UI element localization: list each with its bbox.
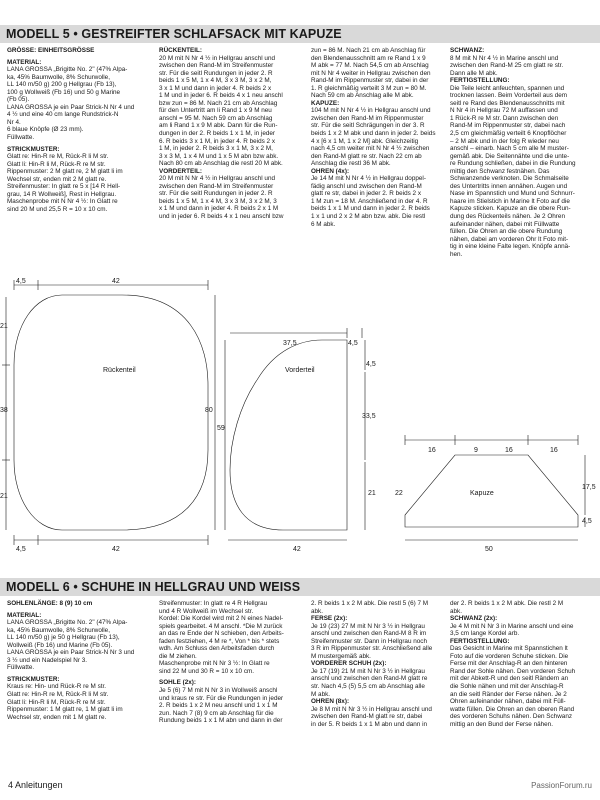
text-line: Anschlag die restl 36 M abk. [311,160,391,168]
text-line: Rippenmuster: 1 M glatt re, 1 M glatt li im [7,706,123,714]
text-line: 2,5 cm gleichmäßig verteilt 6 Knopflöcher [450,130,567,138]
text-line: M abk = 77 M. Nach 54,5 cm ab Anschlag [311,62,429,70]
dim-back-inner: 59 [217,425,225,432]
dim-front-bottom-width: 42 [293,546,301,553]
dim-front-right-mid: 33,5 [362,413,376,420]
text-line: 3 x 3 M, 1 x 4 M und 1 x 5 M abn bzw abk. [159,152,279,160]
text-line: seitl re Rand des Blendenausschnitts mit [450,99,565,107]
text-line: 1. R gleichmäßig verteilt 3 M zun = 80 M. [311,84,427,92]
text-line: beids 1 x 1 M und dann in jeder 2. R beids [311,205,430,213]
dim-back-side-bottom: 21 [0,493,8,500]
dim-front-top-width: 37,5 [283,340,297,347]
text-line: und kraus re str. Für die Rundungen in jeder [159,694,284,702]
text-line: 1 Rück-R re M str. Dann zwischen den [450,114,559,122]
section-heading: FERSE (2x): [311,615,348,623]
page-footer [8,780,63,790]
text-line: füllen. Die Ohren an die obere Rundung [450,228,563,236]
text-line: anschl – einarb. Nach 5 cm alle M muster- [450,145,569,153]
text-line: sind 22 M und 30 R = 10 x 10 cm. [159,667,255,675]
section-heading: FERTIGSTELLUNG: [450,77,510,85]
text-line: zun = 86 M. Nach 21 cm ab Anschlag für [311,47,426,54]
section-heading: VORDERTEIL: [159,167,202,175]
section-heading: RÜCKENTEIL: [159,47,202,54]
section-heading: GRÖSSE: EINHEITSGRÖSSE [7,47,95,54]
hood-label: Kapuze [470,490,494,497]
text-line: beids 1 x 5 M, 1 x 4 M, 3 x 3 M, 3 x 2 M, [159,77,272,85]
text-line: und in jeder 6. R beids 4 x 1 neu anschl bzw [159,213,284,221]
back-piece-label: Rückenteil [103,367,136,374]
dim-back-height: 80 [205,407,213,414]
text-line: die Sohle nähen und mit der Anschlag-R [450,683,564,691]
text-line: spiels gearbeitet. 4 M anschl. *Die M zurück [159,622,283,630]
text-line: N Nr 4 in Hellgrau 72 M auffassen und [450,107,558,115]
text-line: re Rundung schließen, dabei in die Rundung [450,160,576,168]
section-heading: SOHLENLÄNGE: 8 (9) 10 cm [7,600,93,607]
dim-hood-bottom: 50 [485,546,493,553]
text-line: dung des Rückenteils nähen. Je 2 Ohren [450,213,565,221]
text-line: Rand-M im Rippenmuster str, dabei nach [450,122,566,130]
section-title: MODELL 6 • SCHUHE IN HELLGRAU UND WEISS [6,580,301,594]
text-line: Nase im Spannstich und Mund und Schnurr- [450,190,575,198]
text-line: str. Für die seitl Rundungen in jeder 2. R [159,190,273,198]
text-line: 1 M und in jeder 6. R beids 4 x 1 neu anschl [159,92,283,100]
text-line: zwischen den Rand-M glatt re str, dabei [311,713,423,721]
section-heading: SOHLE (2x): [159,679,197,687]
text-line: Kraus re: Hin- und Rück-R re M str. [7,683,107,691]
dim-front-right-bottom: 21 [368,490,376,497]
text-line: hen. [450,250,463,258]
text-line: Glatt li: Hin-R li M, Rück-R re M str. [7,698,106,706]
text-column-4 [450,600,595,728]
section-heading: OHREN (4x): [311,167,350,175]
text-line: wdh. Am Schluss den Arbeitsfaden durch [159,645,275,653]
dim-front-top-right: 4,5 [348,340,358,347]
text-line: watte füllen. Die Ohren an den oberen Rand [450,705,575,713]
text-line: 20 M mit N Nr 4 ½ in Hellgrau anschl und [159,54,275,62]
dim-back-bottom-left: 4,5 [16,546,26,553]
text-column-1 [7,600,147,721]
text-line: den Rand-M glatt re str. Nach 22 cm ab [311,152,422,160]
text-column-2 [159,600,299,725]
text-line: der 2. R beids 1 x 2 M abk. Die restl 2 M [450,600,564,607]
text-line: str. Für die seitl Schrägungen in der 3. R [311,122,425,130]
text-line: Rand der Sohle nähen. Den vorderen Schuh [450,667,576,675]
text-line: str. Nach 4,5 (5) 5,5 cm ab Anschlag alle [311,683,425,691]
back-piece-outline [14,295,208,530]
section-heading: KAPUZE: [311,99,340,107]
text-line: an die seitl Ränder der Ferse nähen. Je 2 [450,690,567,698]
text-line: dungen in der 2. R beids 1 x 1 M, in jeder [159,130,276,138]
section-heading: SCHWANZ (2x): [450,615,498,623]
text-line: tig in eine kleine Falte legen. Knöpfe annä- [450,243,571,251]
section-heading: VORDERER SCHUH (2x): [311,660,387,668]
text-line: 3 R im Rippenmuster str. Anschließend alle [311,645,433,653]
watermark: PassionForum.ru [531,781,592,790]
dim-front-right-small: 4,5 [366,361,376,368]
text-line: in der 5. R beids 1 x 1 M abn und dann in [311,720,428,728]
text-line: 6 M abk. [311,220,336,228]
dim-hood-top-a: 16 [428,447,436,454]
text-line: Kordel: Die Kordel wird mit 2 N eines Nadel- [159,615,284,623]
text-line: Kapuze sticken. Kapuze an die obere Run- [450,205,571,213]
text-line: Dann alle M abk. [450,69,498,77]
text-line: beids 1 x 5 M, 1 x 4 M, 3 x 3 M, 3 x 2 M, 3 [159,197,277,205]
section-heading: STRICKMUSTER: [7,675,60,683]
text-line: 1 M, in jeder 2. R beids 3 x 1 M, 3 x 2 M, [159,145,273,153]
text-line: 4 x [6 x 1 M, 1 x 2 M] abk. Gleichzeitig [311,137,419,145]
text-line: des Untertritts innen annähen. Augen und [450,182,568,190]
text-line: M abk. [311,690,331,698]
text-line: 2. R beids 1 x 2 M neu anschl und 1 x 1 M [159,702,278,710]
text-line: Maschenprobe mit N Nr 3 ½: In Glatt re [159,660,270,668]
text-line: den Blendenausschnitt am re Rand 1 x 9 [311,54,426,62]
text-line: Wechsel str, enden mit 2 M glatt re. [7,175,107,183]
text-line: haare im Stielstich in Marine lt Foto auf die [450,197,570,205]
text-line: Je 8 M mit N Nr 3 ½ in Hellgrau anschl und [311,705,432,713]
text-line: Je 17 (19) 21 M mit N Nr 3 ½ in Hellgrau [311,667,425,675]
text-line: Wollweiß (Fb 16) und Marine (Fb 05). [7,641,113,649]
text-line: Streifenmuster: In glatt re 4 R Hellgrau [159,600,268,607]
dim-hood-right-b: 4,5 [582,518,592,525]
text-line: Wechsel str, enden mit 1 M glatt re. [7,713,107,721]
text-line: Rundung beids 1 x 1 M abn und dann in der [159,717,283,725]
text-line: des vorderen Schuhs nähen. Den Schwanz [450,713,573,721]
text-line: Füllwatte. [7,134,35,142]
text-line: anschl und zwischen den Rand-M 8 R im [311,630,427,638]
text-line: anschl = 95 M. Nach 59 cm ab Anschlag [159,114,273,122]
section-heading: SCHWANZ: [450,47,485,54]
text-line: 100 g Wollweiß (Fb 16) und 50 g Marine [7,88,121,96]
dim-back-top-left: 4,5 [16,278,26,285]
text-line: 4 ½ und eine 40 cm lange Rundstrick-N [7,111,119,119]
text-line: Ferse mit der Anschlag-R an den hinteren [450,660,568,668]
text-line: nach 4,5 cm weiter mit N Nr 4 ½ zwischen [311,145,430,153]
text-line: 1 x 1 und 2 x 2 M abn bzw. abk. Die restl [311,213,426,221]
text-line: Glatt re: Hin-R re M, Rück-R li M str. [7,691,109,699]
text-line: bzw zun = 86 M. Nach 21 cm ab Anschlag [159,99,278,107]
text-line: M mustergemäß abk. [311,652,371,660]
text-line: mit der Abkett-R und den seitl Rändern an [450,675,569,683]
dim-back-side-mid: 38 [0,407,8,414]
front-piece-label: Vorderteil [285,367,315,374]
text-line: Foto auf die vorderen Schuhe sticken. Die [450,652,569,660]
section-title: MODELL 5 • GESTREIFTER SCHLAFSACK MIT KAPUZE [6,27,342,41]
text-line: aufeinander nähen, dabei mit Füllwatte [450,220,560,228]
text-line: nähen, dabei am vorderen Ohr lt Foto mit- [450,235,569,243]
text-line: grau, 14 R Wollweiß], Rest in Hellgrau. [7,190,117,198]
text-line: Schwanzende verknoten. Die Schmalseite [450,175,569,183]
text-line: mit N Nr 4 weiter in Hellgrau zwischen den [311,69,431,77]
dim-hood-right-a: 17,5 [582,484,596,491]
text-line: Streifenmuster: In glatt re 5 x [14 R Hell- [7,183,121,191]
text-line: mittig an den Bund der Ferse nähen. [450,720,553,728]
section-heading: STRICKMUSTER: [7,145,60,153]
text-line: 6 blaue Knöpfe (Ø 23 mm). [7,126,84,134]
text-line: ka, 45% Baumwolle, 8% Schurwolle, [7,626,110,634]
text-line: Rand-M im Rippenmuster str, dabei in der [311,77,429,85]
text-line: abk. [450,607,462,615]
text-line: und 4 R Wollweiß im Wechsel str. [159,607,254,615]
text-line: (Fb 05). [7,96,30,104]
section-heading: MATERIAL: [7,58,42,66]
text-line: mittig den Schwanz festnähen. Das [450,167,550,175]
section-heading: OHREN (8x): [311,698,350,706]
text-line: an das re Ende der N schieben, den Arbeits- [159,630,284,638]
dim-back-bottom-width: 42 [112,546,120,553]
text-line: Je 5 (6) 7 M mit N Nr 3 in Wollweiß anschl [159,687,278,695]
text-line: 3 x 1 M und dann in jeder 4. R beids 2 x [159,84,272,92]
text-line: glatt re str, dabei in jeder 2. R beids 2 x [311,190,422,198]
section-heading: MATERIAL: [7,611,42,619]
text-line: faden festziehen, 4 M re *, Von * bis * stets [159,637,280,645]
text-line: str. Für die seitl Rundungen in jeder 2. R [159,69,273,77]
text-line: gemäß abk. Die Seitennähte und die unte- [450,152,570,160]
text-line: LL 140 m/50 g) je 50 g Hellgrau (Fb 13), [7,634,120,642]
dim-hood-top-b: 9 [474,447,478,454]
footer-section: Anleitungen [15,780,63,790]
text-line: LANA GROSSA „Brigitte No. 2" (47% Alpa- [7,619,128,627]
text-line: LANA GROSSA je ein Paar Strick-N Nr 3 und [7,649,135,657]
dim-back-side-top: 21 [0,323,8,330]
text-line: 3 ½ und ein Nadelspiel Nr 3. [7,656,88,664]
text-line: Füllwatte. [7,664,35,672]
text-line: zun. Nach 7 (8) 9 cm ab Anschlag für die [159,709,274,717]
text-line: Ohren aufeinander nähen, dabei mit Füll- [450,698,566,706]
text-line: – 2 M abk und in der folg R wieder neu [450,137,559,145]
text-line: 3,5 cm lange Kordel arb. [450,630,520,638]
text-line: beids 1 x 2 M abk und dann in jeder 2. beids [311,130,436,138]
text-line: Nach 80 cm ab Anschlag die restl 20 M abk. [159,160,283,168]
text-line: ka, 45% Baumwolle, 8% Schurwolle, [7,73,110,81]
text-line: LANA GROSSA „Brigitte No. 2" (47% Alpa- [7,66,128,74]
text-line: 2. R beids 1 x 2 M abk. Die restl 5 (6) 7 M [311,600,429,607]
text-line: 104 M mit N Nr 4 ½ in Hellgrau anschl und [311,107,431,115]
text-line: Je 19 (23) 27 M mit N Nr 3 ½ in Hellgrau [311,622,425,630]
text-line: Nach 59 cm ab Anschlag alle M abk. [311,92,414,100]
text-line: abk. [311,607,323,615]
page-number: 4 [8,780,14,790]
text-line: Die Teile leicht anfeuchten, spannen und [450,84,565,92]
text-line: Das Gesicht in Marine mit Spannstichen lt [450,645,568,653]
text-line: trocknen lassen. Beim Vorderteil aus dem [450,92,568,100]
text-line: fädig anschl und zwischen den Rand-M [311,182,422,190]
dim-back-top-width: 42 [112,278,120,285]
text-line: zwischen den Rand-M im Streifenmuster [159,62,274,70]
text-line: LL 140 m/50 g) 200 g Hellgrau (Fb 13), [7,81,117,89]
text-line: für den Untertritt am li Rand 1 x 9 M neu [159,107,272,115]
text-line: LANA GROSSA je ein Paar Strick-N Nr 4 und [7,103,135,111]
text-line: 20 M mit N Nr 4 ½ in Hellgrau anschl und [159,175,275,183]
text-line: x 1 M und dann in jeder 4. R beids 2 x 1 M [159,205,279,213]
text-line: Glatt li: Hin-R li M, Rück-R re M str. [7,160,106,168]
text-line: zwischen den Rand-M im Streifenmuster [159,182,274,190]
text-line: Je 4 M mit N Nr 3 in Marine anschl und eine [450,622,574,630]
text-column-3 [311,600,451,728]
section-heading: FERTIGSTELLUNG: [450,637,510,645]
dim-hood-top-c: 16 [505,447,513,454]
text-line: Maschenprobe mit N Nr 4 ½: In Glatt re [7,198,118,206]
text-line: anschl und zwischen den Rand-M glatt re [311,675,428,683]
text-line: Streifenmuster str. Dann in Hellgrau noch [311,637,428,645]
text-line: 8 M mit N Nr 4 ½ in Marine anschl und [450,54,559,62]
text-line: die M ziehen. [159,652,197,660]
dim-hood-left: 22 [395,490,403,497]
text-line: 6. R beids 3 x 1 M, in jeder 4. R beids 2 x [159,137,276,145]
text-line: zwischen den Rand-M 25 cm glatt re str. [450,62,564,70]
text-line: 1 M zun = 18 M. Anschließend in der 4. R [311,197,428,205]
section-header-modell-6 [0,578,600,596]
text-line: am li Rand 1 x 9 M abk. Dann für die Run- [159,122,278,130]
text-line: Nr 4. [7,118,21,126]
text-line: Glatt re: Hin-R re M, Rück-R li M str. [7,153,109,161]
text-line: zwischen den Rand-M im Rippenmuster [311,114,424,122]
text-line: Je 14 M mit N Nr 4 ½ in Hellgrau doppel- [311,175,426,183]
text-line: Rippenmuster: 2 M glatt re, 2 M glatt li im [7,168,123,176]
text-line: sind 20 M und 25,5 R = 10 x 10 cm. [7,205,108,213]
dim-hood-top-d: 16 [550,447,558,454]
